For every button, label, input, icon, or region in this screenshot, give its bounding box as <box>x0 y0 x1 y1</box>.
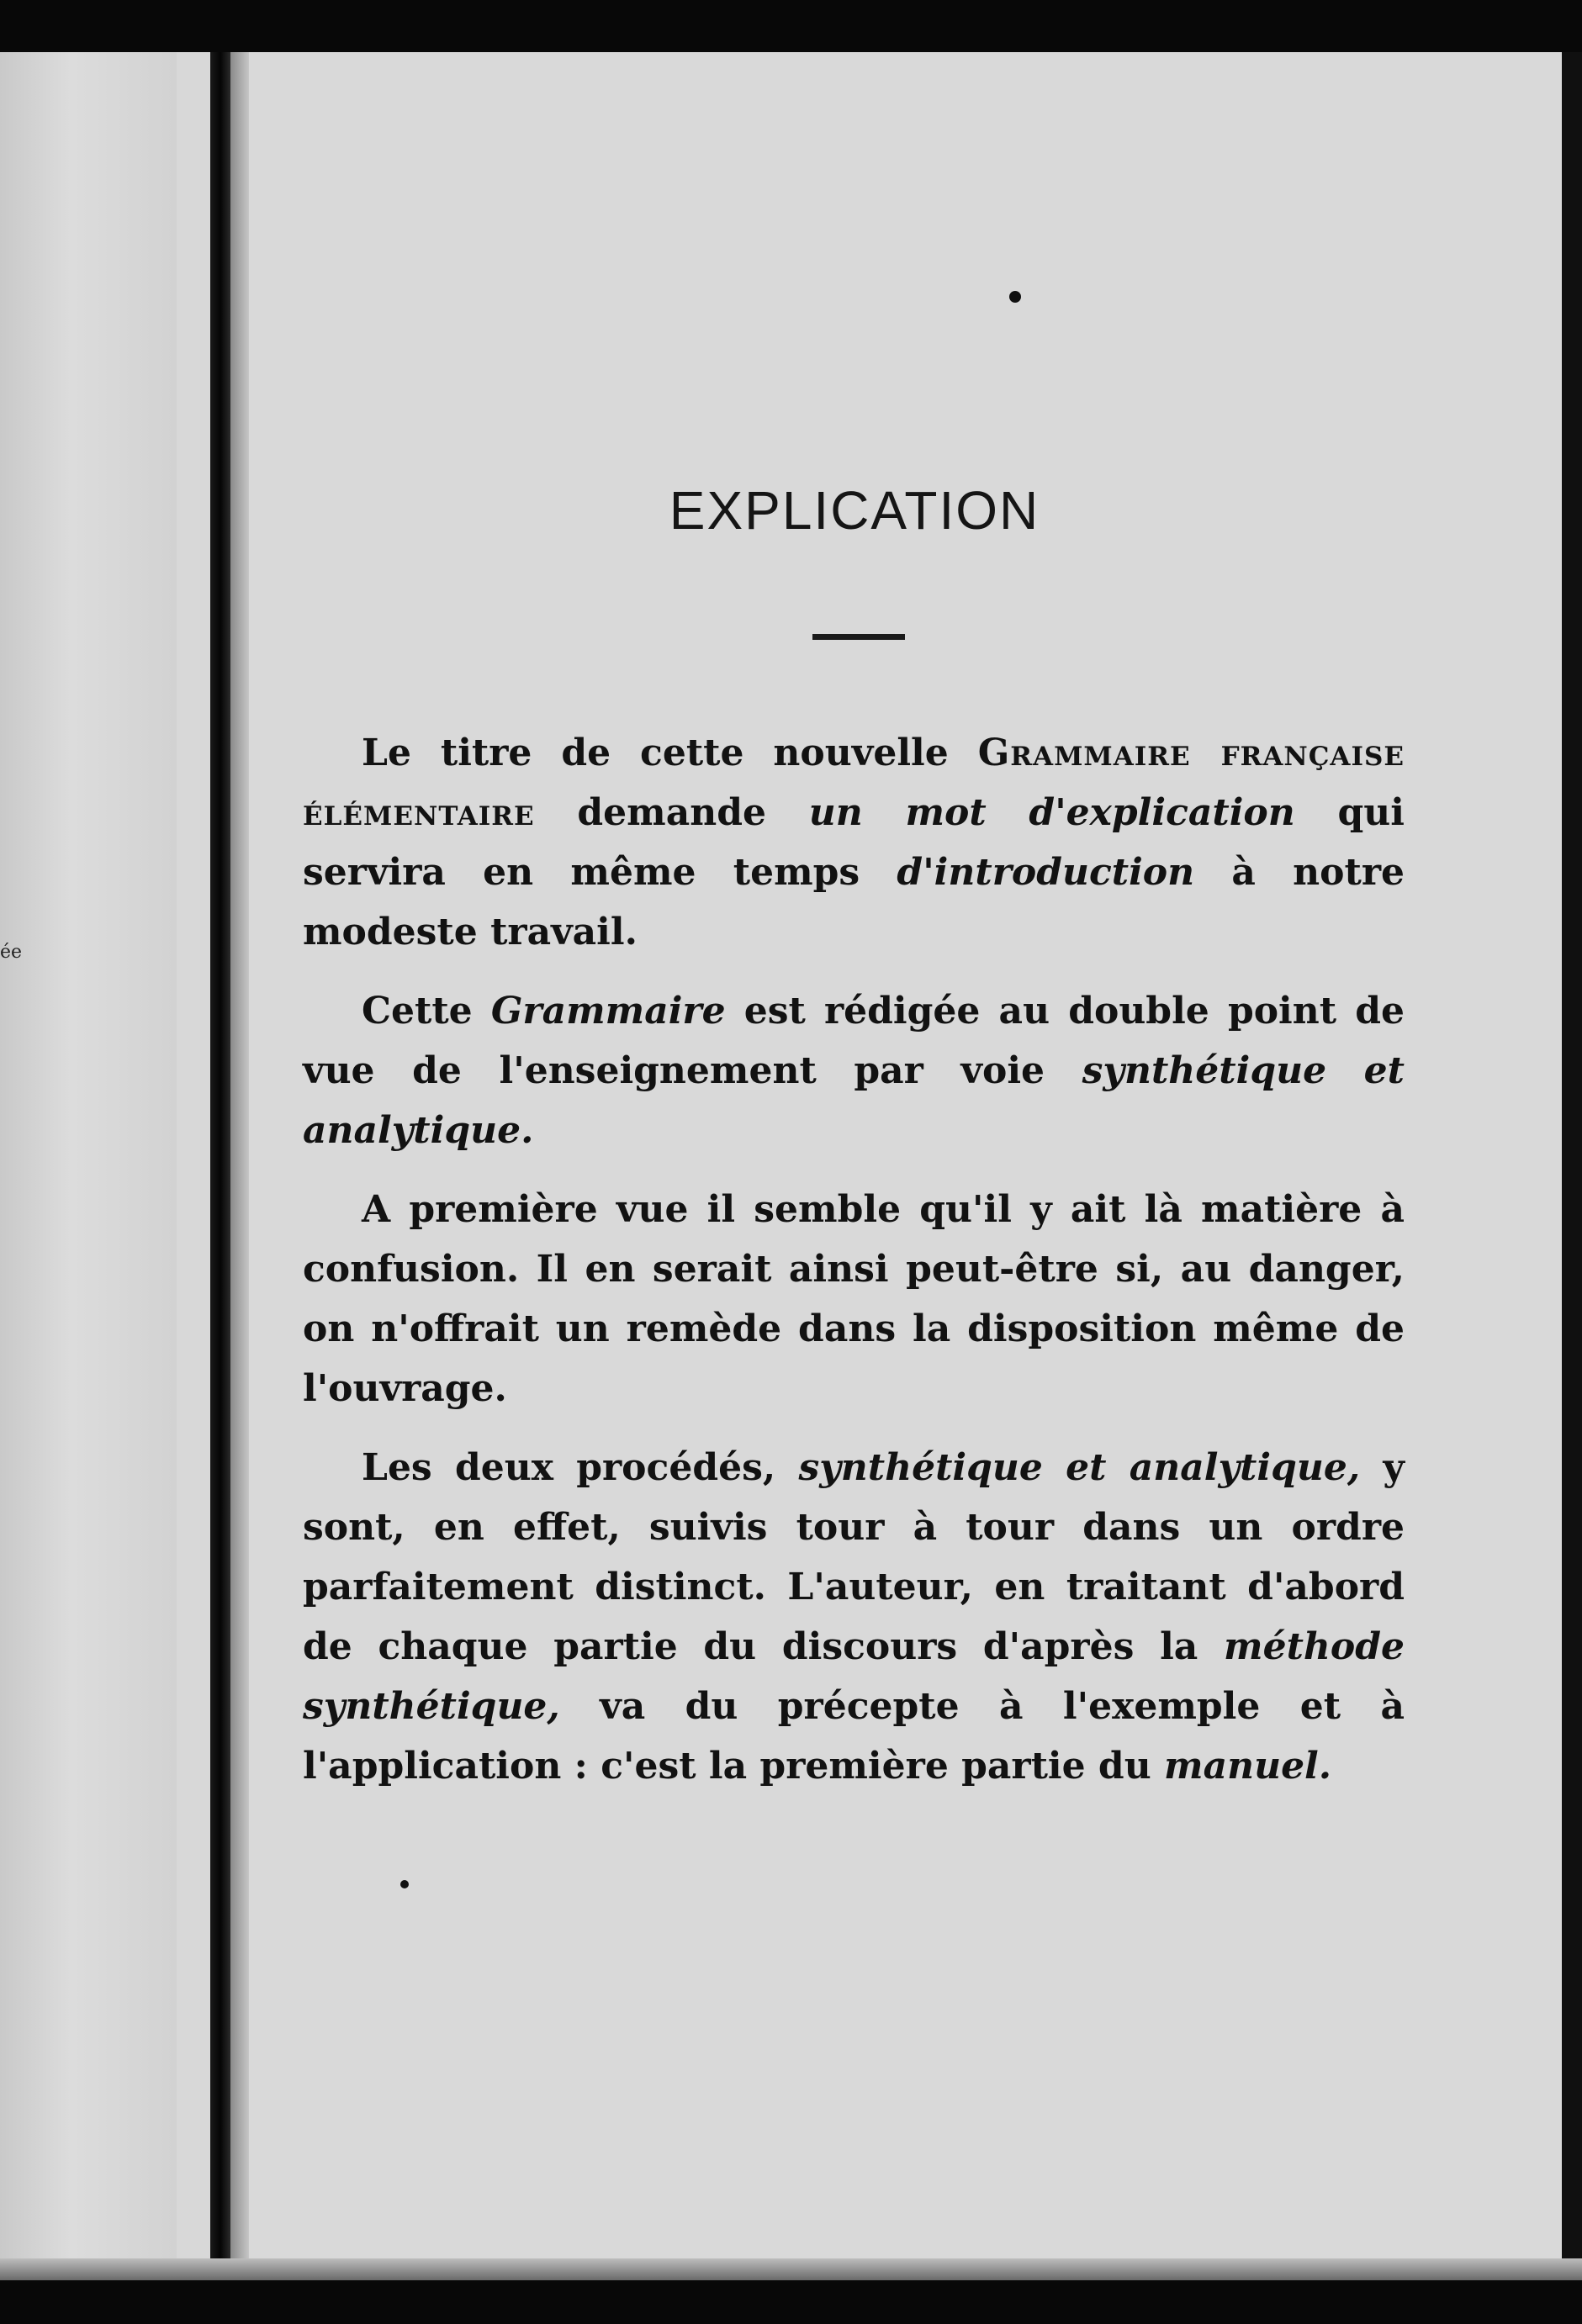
text-segment: Les deux procédés, <box>362 1446 799 1489</box>
text-segment: synthétique et analytique, <box>798 1446 1361 1489</box>
text-segment: synthétique et analytique. <box>303 1049 1405 1152</box>
text-segment: Grammaire <box>490 990 726 1033</box>
paragraph <box>303 1180 1405 1418</box>
page-bottom-edge <box>0 2258 1582 2280</box>
text-segment: méthode synthétique, <box>303 1625 1405 1728</box>
ink-speck <box>400 1880 409 1888</box>
ink-speck <box>1009 291 1021 303</box>
text-segment: à notre modeste travail. <box>303 851 1405 953</box>
text-segment: qui servira en même temps <box>303 791 1405 894</box>
scan-right-border <box>1562 52 1582 2280</box>
text-segment: va du précepte à l'exemple et à l'application : c'est la première partie du <box>303 1685 1405 1788</box>
left-page-text-fragment: ée <box>0 942 23 963</box>
text-segment: y sont, en effet, suivis tour à tour dans un ordre parfaitement distinct. L'auteur, en traitant d'abord de chaque partie du discours d'après la <box>303 1446 1405 1668</box>
page-title: EXPLICATION <box>669 480 1040 541</box>
scan-top-border <box>0 0 1582 52</box>
text-segment: demande <box>534 791 809 834</box>
text-segment: est rédigée au double point de vue de l'enseignement par voie <box>303 990 1405 1092</box>
text-segment: Cette <box>362 990 491 1033</box>
text-segment: A première vue il semble qu'il y ait là matière à confusion. Il en serait ainsi peut-être si, au danger, on n'offrait un remède dans la disposition même de l'ouvrage. <box>303 1188 1405 1410</box>
title-rule <box>812 634 905 640</box>
text-segment: Grammaire française élémentaire <box>303 732 1405 834</box>
paragraph <box>303 723 1405 962</box>
scan-bottom-border <box>0 2280 1582 2324</box>
gutter-shadow <box>230 52 249 2280</box>
left-page-edge <box>0 52 177 2280</box>
paragraph <box>303 1438 1405 1796</box>
text-segment: d'introduction <box>897 851 1195 894</box>
text-segment: un mot d'explication <box>808 791 1295 834</box>
book-gutter <box>210 52 230 2280</box>
text-segment: manuel. <box>1164 1745 1332 1788</box>
text-segment: Le titre de cette nouvelle <box>362 732 978 774</box>
body-text <box>303 723 1405 1815</box>
left-page-margin <box>177 52 210 2280</box>
paragraph <box>303 981 1405 1160</box>
